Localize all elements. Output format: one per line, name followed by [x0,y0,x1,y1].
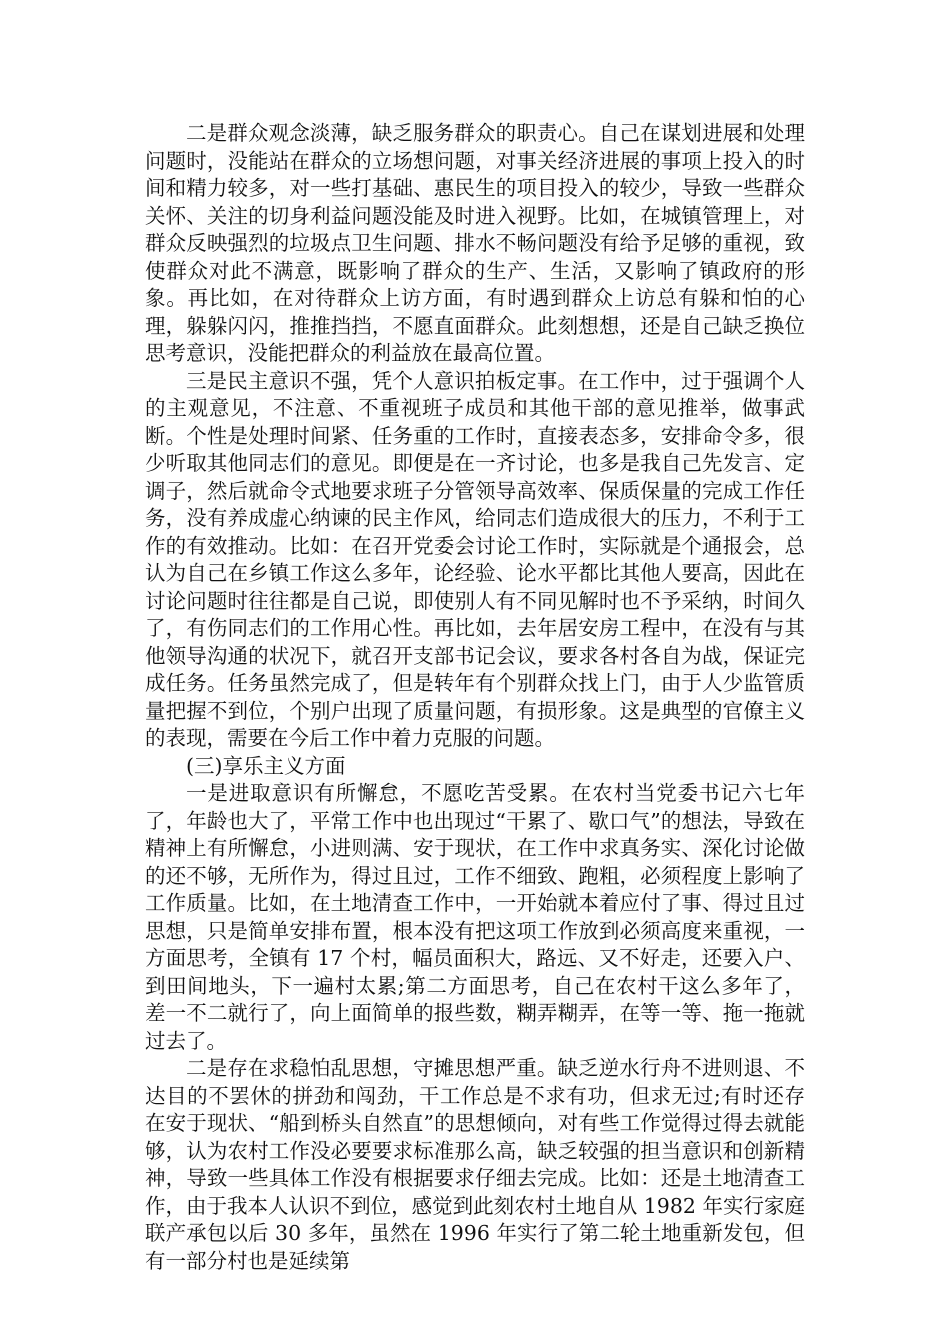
paragraph-enterprising-spirit: 一是进取意识有所懈怠，不愿吃苦受累。在农村当党委书记六七年了，年龄也大了，平常工作中也出现过“干累了、歇口气”的想法，导致在精神上有所懈怠，小进则满、安于现状，在工作中求真务实、深化讨论做的还不够，无所作为，得过且过，工作不细致、跑粗，必须程度上影响了工作质量。比如，在土地清查工作中，一开始就本着应付了事、得过且过思想，只是简单安排布置，根本没有把这项工作放到必须高度来重视，一方面思考，全镇有 17 个村，幅员面积大，路远、又不好走，还要入户、到田间地头，下一遍村太累;第二方面思考，自己在农村干这么多年了，差一不二就行了，向上面简单的报些数，糊弄糊弄，在等一等、拖一拖就过去了。 [145,781,805,1053]
paragraph-mass-awareness: 二是群众观念淡薄，缺乏服务群众的职责心。自己在谋划进展和处理问题时，没能站在群众的立场想问题，对事关经济进展的事项上投入的时间和精力较多，对一些打基础、惠民生的项目投入的较少，导致一些群众关怀、关注的切身利益问题没能及时进入视野。比如，在城镇管理上，对群众反映强烈的垃圾点卫生问题、排水不畅问题没有给予足够的重视，致使群众对此不满意，既影响了群众的生产、生活，又影响了镇政府的形象。再比如，在对待群众上访方面，有时遇到群众上访总有躲和怕的心理，躲躲闪闪，推推挡挡，不愿直面群众。此刻想想，还是自己缺乏换位思考意识，没能把群众的利益放在最高位置。 [145,121,805,365]
paragraph-stability-mindset: 二是存在求稳怕乱思想，守摊思想严重。缺乏逆水行舟不进则退、不达目的不罢休的拼劲和闯劲，干工作总是不求有功，但求无过;有时还存在安于现状、“船到桥头自然直”的思想倾向，对有些工作觉得过得去就能够，认为农村工作没必要要求标准那么高，缺乏较强的担当意识和创新精神，导致一些具体工作没有根据要求仔细去完成。比如：还是土地清查工作，由于我本人认识不到位，感觉到此刻农村土地自从 1982 年实行家庭联产承包以后 30 多年，虽然在 1996 年实行了第二轮土地重新发包，但有一部分村也是延续第 [145,1056,805,1273]
document-body [145,120,805,1275]
paragraph-democratic-awareness: 三是民主意识不强，凭个人意识拍板定事。在工作中，过于强调个人的主观意见，不注意、不重视班子成员和其他干部的意见推举，做事武断。个性是处理时间紧、任务重的工作时，直接表态多，安排命令多，很少听取其他同志们的意见。即便是在一齐讨论，也多是我自己先发言、定调子，然后就命令式地要求班子分管领导高效率、保质保量的完成工作任务，没有养成虚心纳谏的民主作风，给同志们造成很大的压力，不利于工作的有效推动。比如：在召开党委会讨论工作时，实际就是个通报会，总认为自己在乡镇工作这么多年，论经验、论水平都比其他人要高，因此在讨论问题时往往都是自己说，即使别人有不同见解时也不予采纳，时间久了，有伤同志们的工作用心性。再比如，去年居安房工程中，在没有与其他领导沟通的状况下，就召开支部书记会议，要求各村各自为战，保证完成任务。任务虽然完成了，但是转年有个别群众找上门，由于人少监管质量把握不到位，个别户出现了质量问题，有损形象。这是典型的官僚主义的表现，需要在今后工作中着力克服的问题。 [145,368,805,750]
section-heading-hedonism: (三)享乐主义方面 [186,753,346,778]
